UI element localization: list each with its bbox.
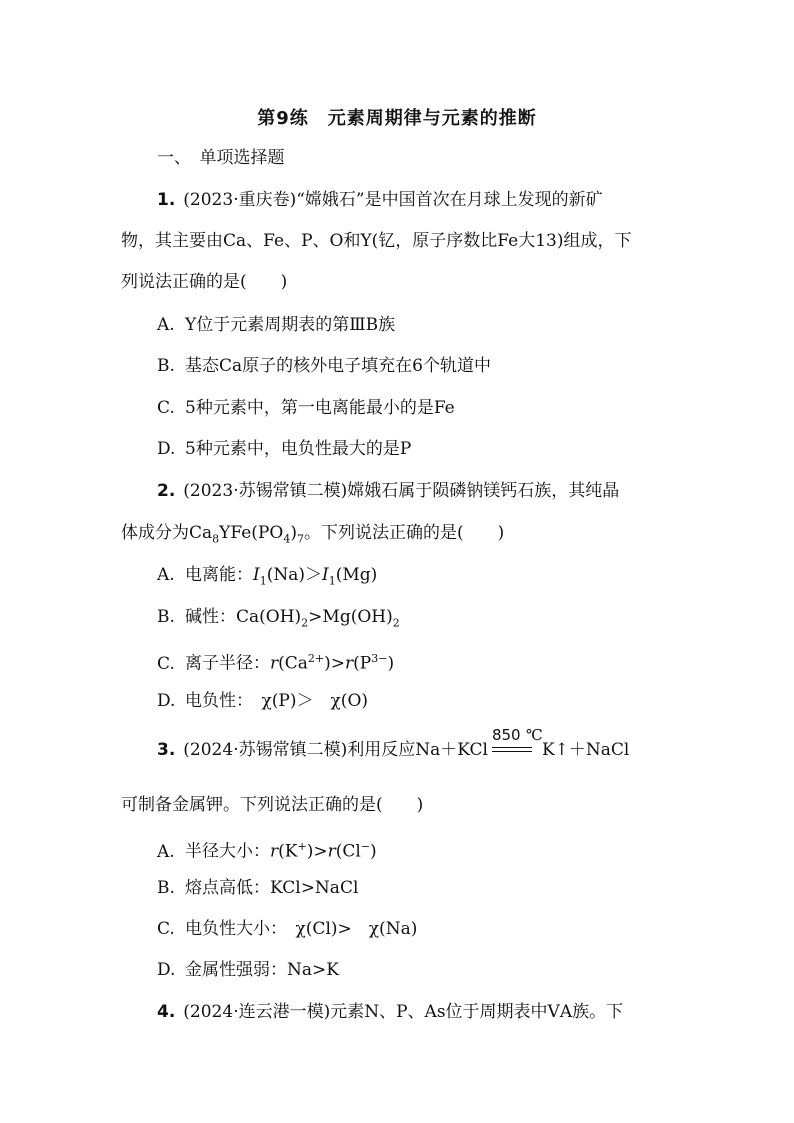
question-2-option-d: D. 电负性： χ(P)＞ χ(O) [157,691,369,711]
question-2-option-a: A. 电离能：$I_1(Na)>I_1(Mg)$ [157,565,378,588]
question-1-line-1: 1. (2023·重庆卷)“嫦娥石”是中国首次在月球上发现的新矿 [157,190,603,210]
question-4-number: 4. [157,1002,176,1022]
question-2-option-c: C. 离子半径：$r(Ca^{2+})>r(P^{3-})$ [157,652,395,674]
question-1-number: 1. [157,190,176,210]
section-heading: 一、 单项选择题 [157,148,285,168]
reaction-condition: 850 ℃ [488,737,542,763]
question-1-line-2: 物，其主要由Ca、Fe、P、O和Y(钇，原子序数比Fe大13)组成，下 [121,231,632,251]
question-1-option-c: C. 5种元素中，第一电离能最小的是Fe [157,398,455,418]
question-1-option-a: A. Y位于元素周期表的第ⅢB族 [157,315,396,335]
question-3-option-b: B. 熔点高低：KCl>NaCl [157,878,359,898]
question-2-number: 2. [157,481,176,501]
question-3-option-c: C. 电负性大小： χ(Cl)> χ(Na) [157,919,418,939]
question-3-option-a: A. 半径大小：r(K+)>r(Cl−) [157,840,377,862]
question-3-line-2: 可制备金属钾。下列说法正确的是( ) [121,795,424,815]
question-1-option-b: B. 基态Ca原子的核外电子填充在6个轨道中 [157,356,491,376]
question-1-option-d: D. 5种元素中，电负性最大的是P [157,439,412,459]
question-2-option-b: B. 碱性：$Ca(OH)_2>Mg(OH)_2$ [157,607,400,630]
question-3-option-d: D. 金属性强弱：Na>K [157,960,339,980]
question-2-line-1: 2. (2023·苏锡常镇二模)嫦娥石属于陨磷钠镁钙石族，其纯晶 [157,481,620,501]
question-1-line-3: 列说法正确的是( ) [121,272,288,292]
question-3-number: 3. [157,740,176,760]
page-title: 第9练 元素周期律与元素的推断 [257,108,537,129]
question-2-line-2: 体成分为$Ca_8YFe(PO_4)_7$。下列说法正确的是( ) [121,523,505,546]
question-3-line-1: 3. (2024·苏锡常镇二模)利用反应Na＋KCl 850 ℃ K↑＋NaCl [157,737,629,763]
question-4-line-1: 4. (2024·连云港一模)元素N、P、As位于周期表中ⅤA族。下 [157,1002,624,1022]
